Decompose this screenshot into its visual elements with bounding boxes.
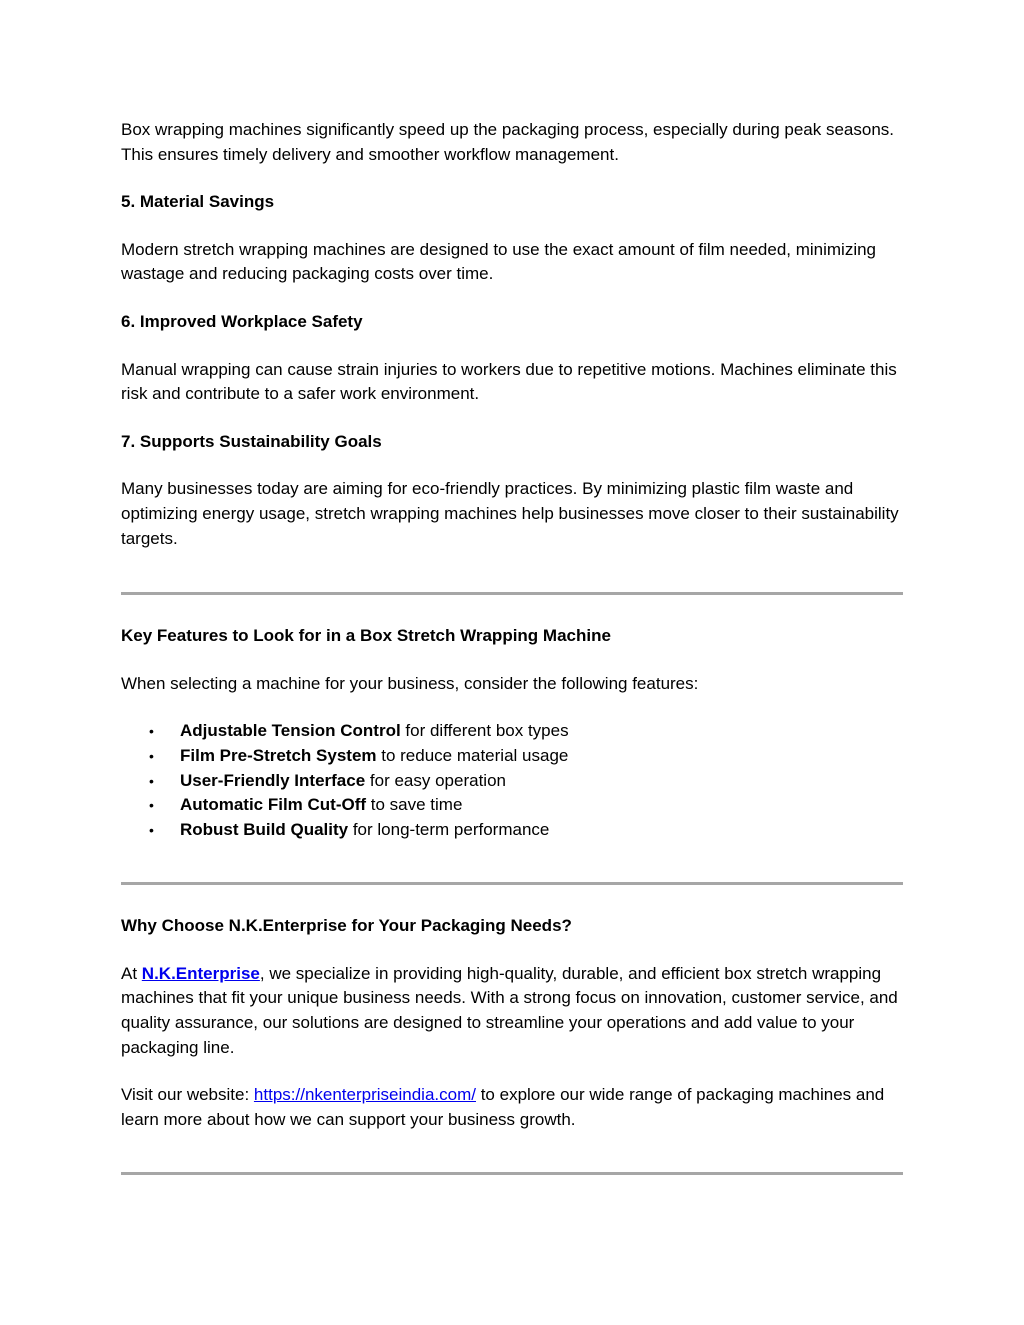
why-choose-heading: Why Choose N.K.Enterprise for Your Packaging Needs? — [121, 916, 572, 936]
feature-name: Robust Build Quality — [180, 819, 349, 839]
bullet-icon: • — [149, 747, 154, 764]
company-link[interactable]: N.K.Enterprise — [141, 963, 260, 983]
feature-description: for long-term performance — [348, 819, 550, 839]
bullet-icon: • — [149, 797, 154, 814]
bullet-icon: • — [149, 772, 154, 789]
material-savings-paragraph: Modern stretch wrapping machines are designed to use the exact amount of film needed, minimizing wastage and reducing packaging costs over time. — [121, 239, 877, 284]
list-item — [121, 769, 903, 794]
features-list — [121, 719, 903, 842]
feature-description: to save time — [366, 795, 463, 815]
document-page — [121, 118, 903, 1175]
feature-description: to reduce material usage — [376, 745, 569, 765]
sustainability-paragraph: Many businesses today are aiming for eco-friendly practices. By minimizing plastic film waste and optimizing energy usage, stretch wrapping machines help businesses move closer to their sustainability targets. — [121, 479, 899, 548]
speed-paragraph: Box wrapping machines significantly speed up the packaging process, especially during peak seasons. This ensures timely delivery and smoother workflow management. — [121, 120, 895, 164]
feature-description: for different box types — [400, 721, 569, 741]
feature-description: for easy operation — [365, 770, 506, 790]
section-divider — [121, 1172, 903, 1175]
feature-name: Automatic Film Cut-Off — [180, 795, 367, 815]
list-item — [121, 793, 903, 818]
visit-prefix: Visit our website: — [121, 1085, 254, 1105]
visit-website-paragraph — [121, 1083, 903, 1132]
website-link[interactable]: https://nkenterpriseindia.com/ — [253, 1085, 476, 1105]
list-item — [121, 719, 903, 744]
sustainability-heading: 7. Supports Sustainability Goals — [121, 431, 382, 451]
list-item — [121, 744, 903, 769]
key-features-intro: When selecting a machine for your business, consider the following features: — [121, 673, 699, 693]
workplace-safety-paragraph: Manual wrapping can cause strain injuries to workers due to repetitive motions. Machines eliminate this risk and contribute to a safer work environment. — [121, 359, 897, 404]
why-choose-paragraph — [121, 962, 903, 1060]
why-rest: , we specialize in providing high-quality, durable, and efficient box stretch wrapping machines that fit your unique business needs. With a strong focus on innovation, customer service, and quality assurance, our solutions are designed to streamline your operations and add value to your packaging line. — [121, 963, 898, 1057]
list-item — [121, 818, 903, 843]
why-prefix: At — [121, 963, 142, 983]
bullet-icon: • — [149, 723, 154, 740]
bullet-icon: • — [149, 821, 154, 838]
visit-rest: to explore our wide range of packaging machines and learn more about how we can support your business growth. — [121, 1085, 885, 1129]
feature-name: Adjustable Tension Control — [180, 721, 401, 741]
feature-name: User-Friendly Interface — [180, 770, 366, 790]
workplace-safety-heading: 6. Improved Workplace Safety — [121, 311, 363, 331]
key-features-heading: Key Features to Look for in a Box Stretch Wrapping Machine — [121, 626, 611, 646]
material-savings-heading: 5. Material Savings — [121, 192, 275, 212]
feature-name: Film Pre-Stretch System — [180, 745, 377, 765]
